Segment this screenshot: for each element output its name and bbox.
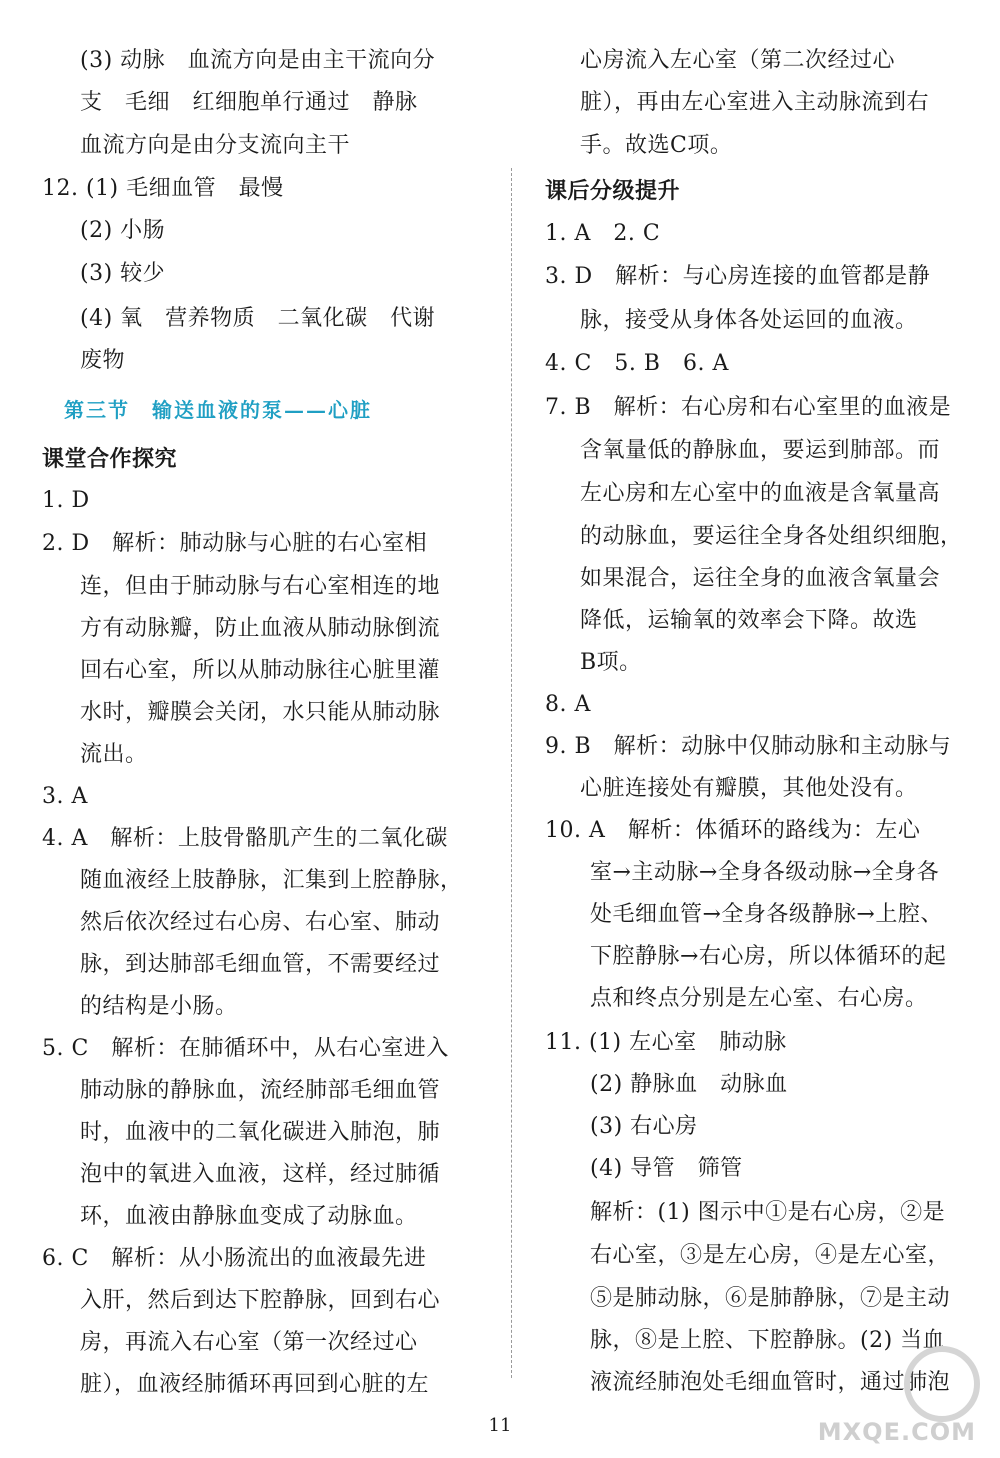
text-line: (4) 导管 筛管	[590, 1156, 743, 1181]
text-line: (3) 右心房	[590, 1114, 698, 1139]
answer-item: 9. B 解析：动脉中仅肺动脉和主动脉与	[545, 734, 952, 759]
text-line: 房，再流入右心室（第一次经过心	[80, 1330, 418, 1355]
text-line: 脉，到达肺部毛细血管，不需要经过	[80, 952, 441, 977]
page-number: 11	[488, 1415, 512, 1436]
section-heading: 课后分级提升	[545, 178, 681, 204]
text-line: 然后依次经过右心房、右心室、肺动	[80, 910, 441, 935]
answer-item: 5. C 解析：在肺循环中，从右心室进入	[42, 1036, 449, 1061]
text-line: 12. (1) 毛细血管 最慢	[42, 176, 284, 201]
text-line: 的动脉血，要运往全身各处组织细胞，	[580, 524, 963, 549]
text-line: 水时，瓣膜会关闭，水只能从肺动脉	[80, 700, 441, 725]
text-line: 心脏连接处有瓣膜，其他处没有。	[580, 776, 918, 801]
text-line: ⑤是肺动脉，⑥是肺静脉，⑦是主动	[590, 1286, 951, 1311]
text-line: 方有动脉瓣，防止血液从肺动脉倒流	[80, 616, 441, 641]
text-line: (2) 静脉血 动脉血	[590, 1072, 788, 1097]
answer-item: 7. B 解析：右心房和右心室里的血液是	[545, 395, 952, 420]
watermark-logo-icon	[904, 1346, 980, 1422]
text-line: 连，但由于肺动脉与右心室相连的地	[80, 574, 441, 599]
answer-item: 1. A 2. C	[545, 221, 661, 246]
text-line: 支 毛细 红细胞单行通过 静脉	[80, 90, 418, 115]
text-line: 废物	[80, 348, 126, 373]
answer-item: 4. A 解析：上肢骨骼肌产生的二氧化碳	[42, 826, 448, 851]
text-line: 下腔静脉→右心房，所以体循环的起	[590, 944, 947, 969]
answer-item: 3. D 解析：与心房连接的血管都是静	[545, 264, 931, 289]
answer-item: 10. A 解析：体循环的路线为：左心	[545, 818, 921, 843]
text-line: 解析：(1) 图示中①是右心房，②是	[590, 1200, 946, 1225]
answer-item: 8. A	[545, 692, 591, 717]
watermark-text: MXQE.COM	[817, 1418, 976, 1446]
text-line: 随血液经上肢静脉，汇集到上腔静脉，	[80, 868, 463, 893]
text-line: 时，血液中的二氧化碳进入肺泡，肺	[80, 1120, 441, 1145]
text-line: 手。故选C项。	[580, 133, 733, 158]
text-line: B项。	[580, 650, 642, 675]
text-line: 流出。	[80, 742, 148, 767]
text-line: 的结构是小肠。	[80, 994, 238, 1019]
text-line: 环，血液由静脉血变成了动脉血。	[80, 1204, 418, 1229]
text-line: 降低，运输氧的效率会下降。故选	[580, 608, 918, 633]
answer-item: 6. C 解析：从小肠流出的血液最先进	[42, 1246, 427, 1271]
text-line: 右心室，③是左心房，④是左心室，	[590, 1243, 951, 1268]
text-line: 脉，接受从身体各处运回的血液。	[580, 308, 918, 333]
text-line: 心房流入左心室（第二次经过心	[580, 48, 896, 73]
text-line: 左心房和左心室中的血液是含氧量高	[580, 481, 941, 506]
text-line: 室→主动脉→全身各级动脉→全身各	[590, 860, 940, 885]
column-divider	[511, 168, 512, 1378]
text-line: 入肝，然后到达下腔静脉，回到右心	[80, 1288, 441, 1313]
text-line: 含氧量低的静脉血，要运到肺部。而	[580, 438, 941, 463]
text-line: 泡中的氧进入血液，这样，经过肺循	[80, 1162, 441, 1187]
text-line: 脏），再由左心室进入主动脉流到右	[580, 90, 930, 115]
section-heading: 课堂合作探究	[42, 446, 178, 472]
answer-item: 2. D 解析：肺动脉与心脏的右心室相	[42, 531, 428, 556]
answer-item: 3. A	[42, 784, 88, 809]
text-line: 肺动脉的静脉血，流经肺部毛细血管	[80, 1078, 441, 1103]
text-line: 回右心室，所以从肺动脉往心脏里灌	[80, 658, 441, 683]
text-line: (4) 氧 营养物质 二氧化碳 代谢	[80, 306, 436, 331]
watermark	[790, 1346, 980, 1446]
text-line: 液流经肺泡处毛细血管时，通过肺泡	[590, 1370, 951, 1395]
answer-item: 11. (1) 左心室 肺动脉	[545, 1030, 787, 1055]
text-line: 血流方向是由分支流向主干	[80, 133, 351, 158]
text-line: (2) 小肠	[80, 218, 166, 243]
text-line: 点和终点分别是左心室、右心房。	[590, 986, 928, 1011]
answer-item: 1. D	[42, 488, 90, 513]
answer-item: 4. C 5. B 6. A	[545, 351, 729, 376]
text-line: 处毛细血管→全身各级静脉→上腔、	[590, 902, 943, 927]
text-line: (3) 动脉 血流方向是由主干流向分	[80, 48, 436, 73]
text-line: 如果混合，运往全身的血液含氧量会	[580, 566, 941, 591]
text-line: 脉，⑧是上腔、下腔静脉。(2) 当血	[590, 1328, 946, 1353]
text-line: 脏），血液经肺循环再回到心脏的左	[80, 1372, 430, 1397]
section-title: 第三节 输送血液的泵——心脏	[64, 398, 372, 422]
text-line: (3) 较少	[80, 261, 166, 286]
